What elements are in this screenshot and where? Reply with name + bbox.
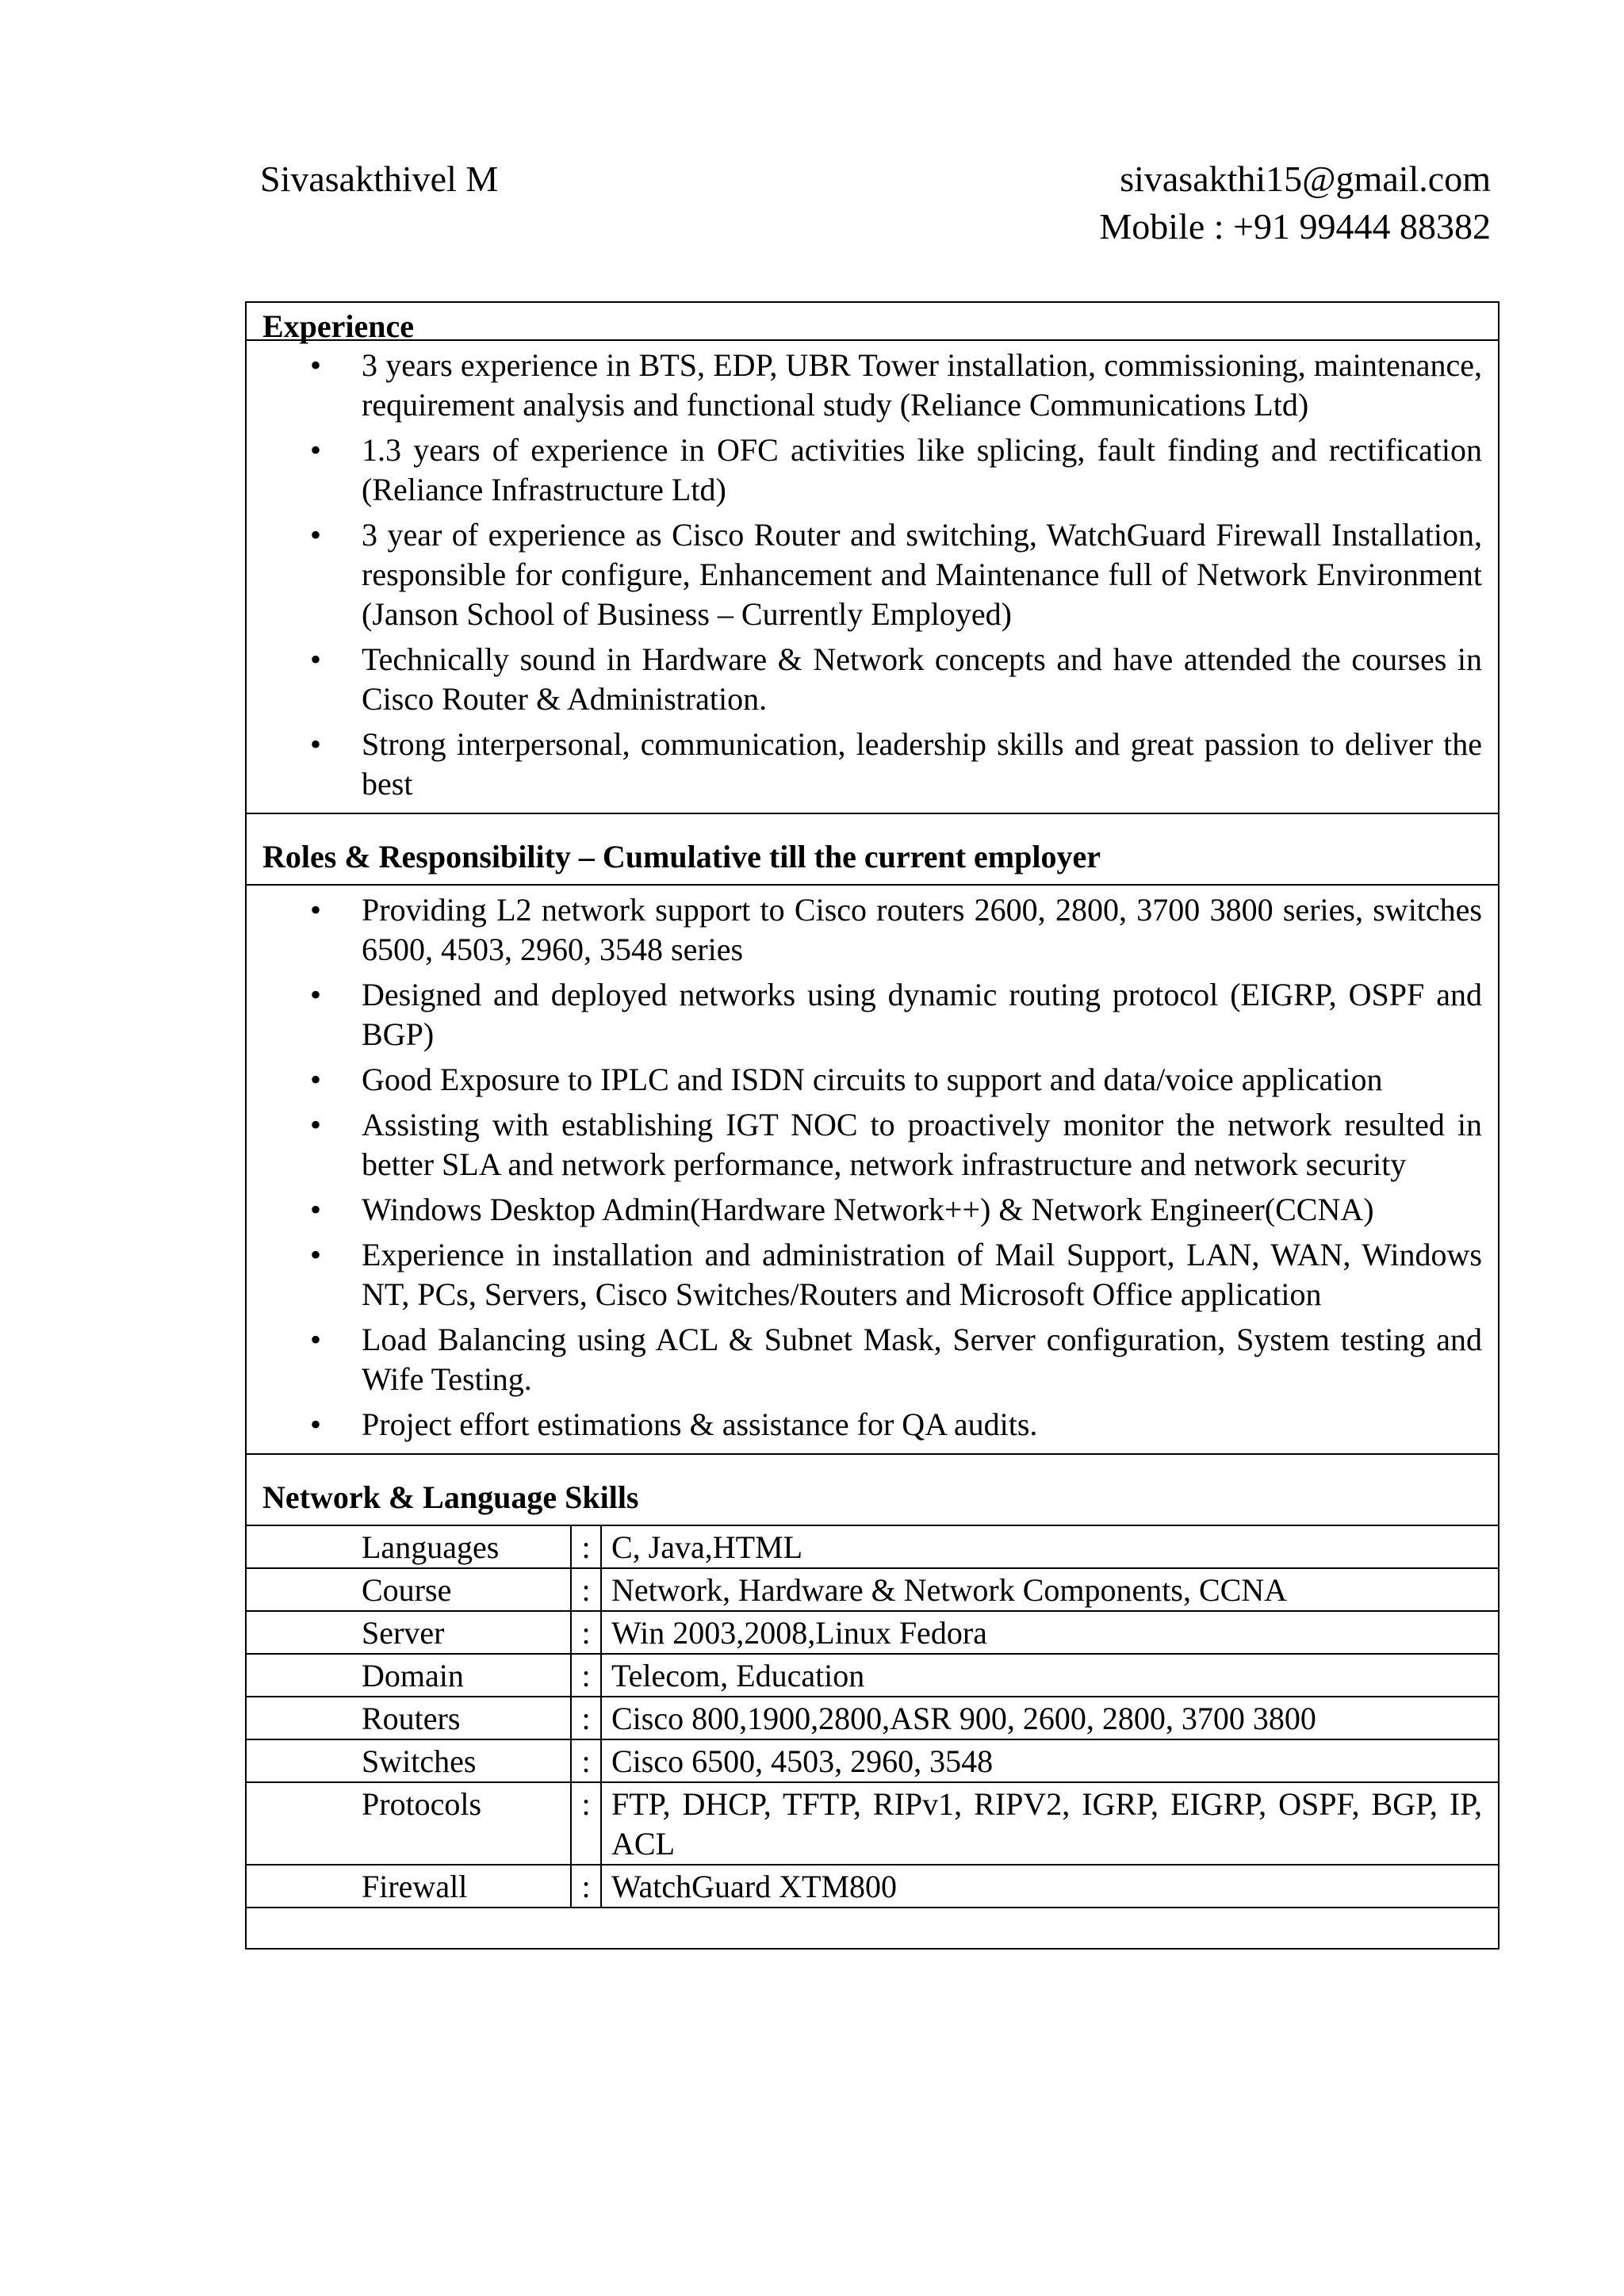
skill-separator: : xyxy=(571,1525,601,1568)
skill-label: Server xyxy=(247,1611,571,1654)
resume-table xyxy=(245,301,1500,1950)
skill-label: Languages xyxy=(247,1525,571,1568)
skill-separator: : xyxy=(571,1568,601,1611)
table-row xyxy=(247,1782,1498,1865)
skills-table xyxy=(247,1525,1498,1948)
skills-heading: Network & Language Skills xyxy=(247,1453,1498,1525)
table-row xyxy=(247,1654,1498,1697)
list-item: • Providing L2 network support to Cisco routers 2600, 2800, 3700 3800 series, switches 6500, 4503, 2960, 3548 series xyxy=(247,890,1498,970)
roles-section xyxy=(247,884,1498,1453)
skill-label: Routers xyxy=(247,1697,571,1739)
list-item: • 3 years experience in BTS, EDP, UBR Tower installation, commissioning, maintenance, requirement analysis and functional study (Reliance Communications Ltd) xyxy=(247,346,1498,425)
list-item: • Assisting with establishing IGT NOC to proactively monitor the network resulted in better SLA and network performance, network infrastructure and network security xyxy=(247,1105,1498,1184)
experience-heading: Experience xyxy=(262,308,415,344)
list-item: • 3 year of experience as Cisco Router and switching, WatchGuard Firewall Installation, responsible for configure, Enhancement and Maintenance full of Network Environment (Janson School of Business – Currently Employed) xyxy=(247,515,1498,634)
list-item: • Windows Desktop Admin(Hardware Network++) & Network Engineer(CCNA) xyxy=(247,1190,1498,1230)
list-item: • Designed and deployed networks using dynamic routing protocol (EIGRP, OSPF and BGP) xyxy=(247,975,1498,1054)
skill-label: Firewall xyxy=(247,1865,571,1908)
list-item: • Technically sound in Hardware & Network concepts and have attended the courses in Cisco Router & Administration. xyxy=(247,640,1498,719)
list-item: • Good Exposure to IPLC and ISDN circuits to support and data/voice application xyxy=(247,1060,1498,1100)
skill-value: Network, Hardware & Network Components, CCNA xyxy=(601,1568,1498,1611)
skill-label: Protocols xyxy=(247,1782,571,1865)
skill-separator: : xyxy=(571,1865,601,1908)
contact-block xyxy=(1099,155,1491,251)
empty-row xyxy=(247,1908,1498,1948)
mobile-number: Mobile : +91 99444 88382 xyxy=(1099,206,1491,247)
table-row xyxy=(247,1611,1498,1654)
skill-separator: : xyxy=(571,1654,601,1697)
skill-label: Course xyxy=(247,1568,571,1611)
table-row xyxy=(247,1697,1498,1739)
list-item: • 1.3 years of experience in OFC activities like splicing, fault finding and rectification (Reliance Infrastructure Ltd) xyxy=(247,430,1498,510)
skill-separator: : xyxy=(571,1782,601,1865)
candidate-name: Sivasakthivel M xyxy=(260,159,499,199)
table-row xyxy=(247,1525,1498,1568)
list-item: • Experience in installation and administration of Mail Support, LAN, WAN, Windows NT, PCs, Servers, Cisco Switches/Routers and Microsoft Office application xyxy=(247,1235,1498,1314)
experience-section xyxy=(247,339,1498,813)
table-row xyxy=(247,1568,1498,1611)
email-address[interactable]: sivasakthi15@gmail.com xyxy=(1120,159,1491,199)
table-row xyxy=(247,1865,1498,1908)
skill-label: Domain xyxy=(247,1654,571,1697)
skill-value: Cisco 800,1900,2800,ASR 900, 2600, 2800, 3700 3800 xyxy=(601,1697,1498,1739)
skill-separator: : xyxy=(571,1611,601,1654)
skill-value: Cisco 6500, 4503, 2960, 3548 xyxy=(601,1739,1498,1782)
skill-value: C, Java,HTML xyxy=(601,1525,1498,1568)
skill-separator: : xyxy=(571,1739,601,1782)
skill-value: FTP, DHCP, TFTP, RIPv1, RIPV2, IGRP, EIGRP, OSPF, BGP, IP, ACL xyxy=(601,1782,1498,1865)
skill-value: Telecom, Education xyxy=(601,1654,1498,1697)
skill-label: Switches xyxy=(247,1739,571,1782)
list-item: • Project effort estimations & assistance for QA audits. xyxy=(247,1405,1498,1445)
list-item: • Load Balancing using ACL & Subnet Mask, Server configuration, System testing and Wife Testing. xyxy=(247,1320,1498,1399)
table-row xyxy=(247,1739,1498,1782)
skill-value: Win 2003,2008,Linux Fedora xyxy=(601,1611,1498,1654)
empty-cell xyxy=(247,1908,1498,1948)
roles-heading: Roles & Responsibility – Cumulative till the current employer xyxy=(247,813,1498,884)
skill-separator: : xyxy=(571,1697,601,1739)
list-item: • Strong interpersonal, communication, leadership skills and great passion to deliver the best xyxy=(247,725,1498,804)
skill-value: WatchGuard XTM800 xyxy=(601,1865,1498,1908)
